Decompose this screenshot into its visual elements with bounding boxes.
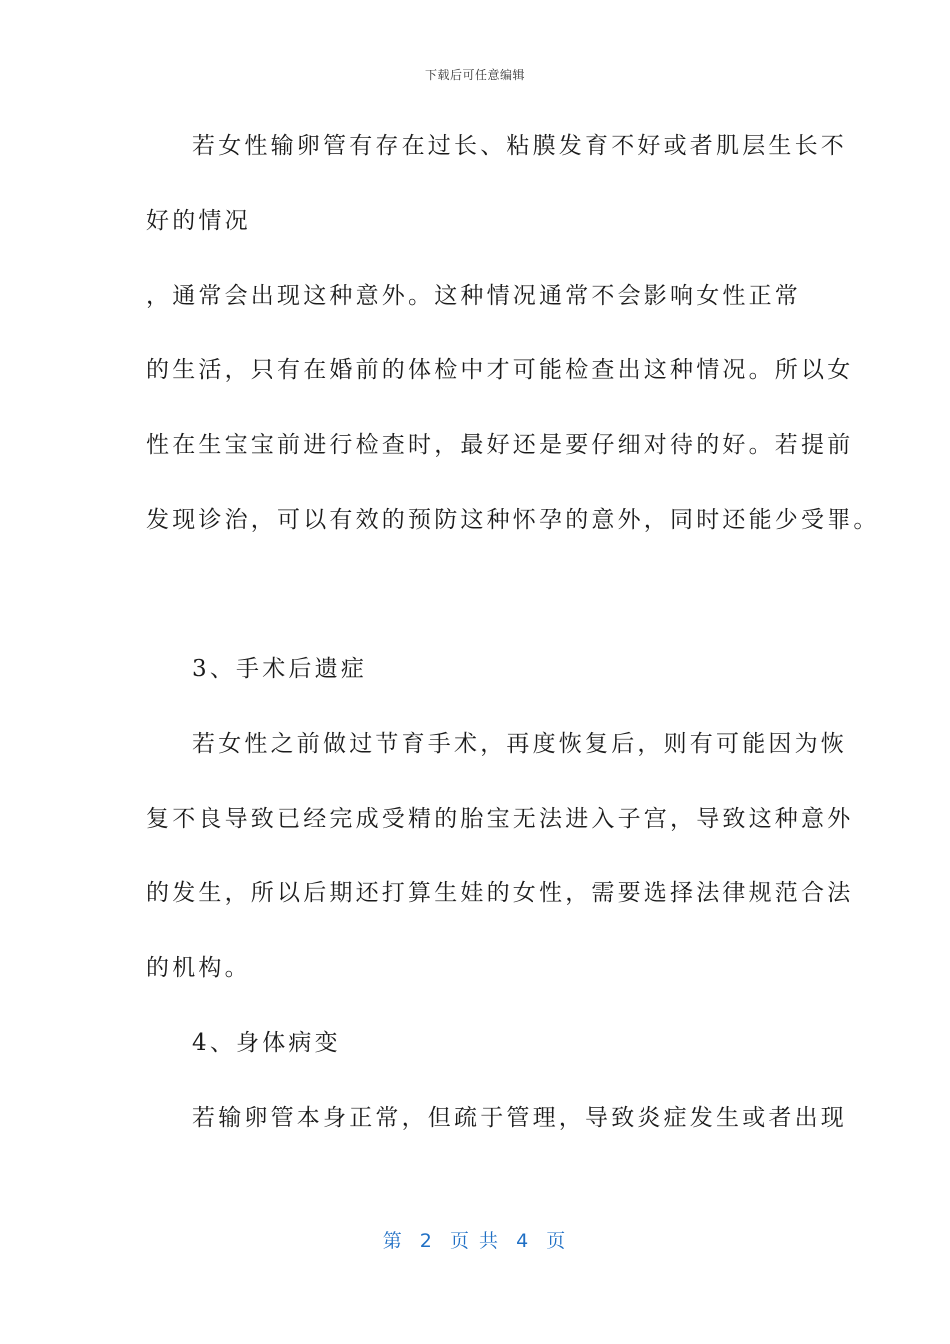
header-note: 下载后可任意编辑 [424, 68, 525, 82]
section-heading: 3、手术后遗症 [192, 656, 368, 682]
paragraph-line: 好的情况 [146, 208, 251, 234]
paragraph-line: 的生活，只有在婚前的体检中才可能检查出这种情况。所以女 [146, 357, 854, 383]
paragraph-line: 复不良导致已经完成受精的胎宝无法进入子宫，导致这种意外 [146, 806, 854, 832]
paragraph-line: 的发生，所以后期还打算生娃的女性，需要选择法律规范合法 [146, 880, 854, 906]
section-heading: 4、身体病变 [192, 1030, 341, 1056]
paragraph-line: 若女性输卵管有存在过长、粘膜发育不好或者肌层生长不 [192, 133, 847, 159]
paragraph-line: 发现诊治，可以有效的预防这种怀孕的意外，同时还能少受罪。 [146, 507, 880, 533]
paragraph-line: 性在生宝宝前进行检查时，最好还是要仔细对待的好。若提前 [146, 432, 854, 458]
paragraph-line: 若女性之前做过节育手术，再度恢复后，则有可能因为恢 [192, 731, 847, 757]
page-number: 第 2 页 共 4 页 [382, 1230, 568, 1252]
paragraph-line: ，通常会出现这种意外。这种情况通常不会影响女性正常 [146, 283, 801, 309]
paragraph-line: 的机构。 [146, 955, 251, 981]
paragraph-line: 若输卵管本身正常，但疏于管理，导致炎症发生或者出现 [192, 1105, 847, 1131]
